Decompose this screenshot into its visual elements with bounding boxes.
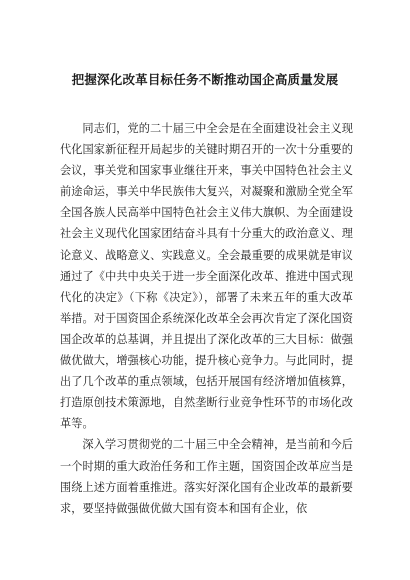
paragraph: 同志们，党的二十届三中全会是在全面建设社会主义现代化国家新征程开局起步的关键时期召开的一次十分重要的会议，事关党和国家事业继往开来，事关中国特色社会主义前途命运，事关中华民族伟大复兴，对凝聚和激励全党全军全国各族人民高举中国特色社会主义伟大旗帜、为全面建设社会主义现代化国家团结奋斗具有十分重大的政治意义、理论意义、战略意义、实践意义。全会最重要的成果就是审议通过了《中共中央关于进一步全面深化改革、推进中国式现代化的决定》（下称《决定》），部署了未来五年的重大改革举措。对于国资国企系统深化改革全会再次肯定了深化国资国企改革的总基调，并且提出了深化改革的三大目标：做强做优做大，增强核心功能，提升核心竞争力。与此同时，提出了几个改革的重点领域，包括开展国有经济增加值核算，打造原创技术策源地，自然垄断行业竞争性环节的市场化改革等。: [60, 122, 353, 431]
document-body: [60, 118, 353, 519]
paragraph: 深入学习贯彻党的二十届三中全会精神，是当前和今后一个时期的重大政治任务和工作主题，国资国企改革应当是围绕上述方面着重推进。落实好深化国有企业改革的最新要求，要坚持做强做优做大国有资本和国有企业，依: [60, 438, 353, 515]
document-title: 把握深化改革目标任务不断推动国企高质量发展: [71, 72, 339, 87]
